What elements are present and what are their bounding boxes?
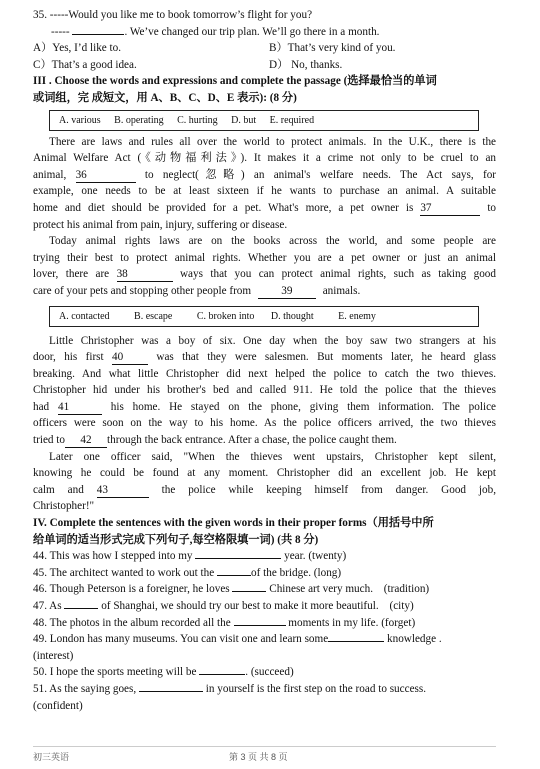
q49: 49. London has many museums. You can visit one and learn some knowledge . [33, 633, 442, 646]
q44-blank[interactable] [195, 558, 281, 559]
box2-option-d: D. thought [270, 310, 314, 322]
blank-37[interactable]: 37 [420, 202, 480, 216]
page-footer [33, 749, 496, 763]
q50-blank[interactable] [199, 674, 245, 675]
blank-42[interactable]: 42 [65, 434, 107, 448]
q48: 48. The photos in the album recorded all the moments in my life. (forget) [33, 616, 416, 629]
q51: 51. As the saying goes, in yourself is the first step on the road to success. [33, 682, 427, 695]
q35-options-row1 [33, 40, 496, 57]
q35-blank[interactable] [72, 34, 124, 35]
blank-36[interactable]: 36 [76, 169, 136, 183]
box2-option-c: C. broken into [196, 310, 255, 322]
q35-line2: ----- . We’ve changed our trip plan. We’ll go there in a month. [51, 25, 380, 38]
q35-option-b[interactable]: B）That’s very kind of you. [269, 42, 396, 55]
q49-hint: (interest) [33, 649, 74, 662]
q35-option-c[interactable]: C）That’s a good idea. [33, 58, 137, 71]
q51-hint: (confident) [33, 699, 83, 712]
q51-blank[interactable] [139, 691, 203, 692]
q48-blank[interactable] [234, 625, 286, 626]
box1-option-d: D. but [231, 114, 257, 126]
q46: 46. Though Peterson is a foreigner, he loves Chinese art very much. (tradition) [33, 583, 430, 596]
q47-blank[interactable] [64, 608, 98, 609]
passage-paragraph-1: There are laws and rules all over the world to protect animals. In the U.K., there is the Animal Welfare Act (《动物福利法》). It makes it a crime not only to be cruel to an animal, 36 to neglect(忽略) an animal's welfare needs. The Act says, for example, one needs to be at least sixteen if he wants to purchase an animal. A suitable home and diet should be provided for a pet. What's more, a pet owner is 37 to protect his animal from pain, injury, suffering or disease. [33, 135, 496, 231]
passage-paragraph-2: Today animal rights laws are on the books across the world, and some people are trying their best to protect animal rights. Whether you are a pet owner or just an animal lover, there are 38 ways that you can protect animal rights, such as taking good care of your pets and stopping other people from 39 animals. [33, 235, 496, 297]
box2-option-b: B. escape [134, 310, 173, 322]
footer-page-number: 第 3 页 共 8 页 [229, 752, 288, 762]
box1-option-c: C. hurting [177, 114, 218, 126]
word-box-1 [49, 110, 479, 131]
word-box-2 [49, 306, 479, 327]
exam-page [33, 7, 496, 714]
q47: 47. As of Shanghai, we should try our best to make it more beautiful. (city) [33, 600, 414, 612]
box1-option-a: A. various [59, 114, 101, 126]
q45: 45. The architect wanted to work out the of the bridge. (long) [33, 566, 342, 579]
section4-heading-line1: IV. Complete the sentences with the given words in their proper forms（用括号中所 [33, 517, 434, 530]
q35-option-a[interactable]: A）Yes, I’d like to. [33, 42, 122, 55]
section3-heading-line2: 或词组，完 成短文，用 A、B、C、D、E 表示): (8 分) [33, 91, 297, 104]
blank-41[interactable]: 41 [58, 401, 102, 415]
passage-paragraph-4: Later one officer said, "When the thieves went upstairs, Christopher kept silent, knowing he could be found at any moment. Christopher did an excellent job. He kept calm and 43 the police while keeping himself from danger. Good job, Christopher!" [33, 450, 496, 513]
q46-blank[interactable] [232, 591, 266, 592]
footer-subject: 初三英语 [33, 752, 70, 762]
q35-options-row2 [33, 57, 496, 74]
box2-option-a: A. contacted [59, 310, 110, 322]
q49-blank[interactable] [328, 641, 384, 642]
box1-option-e: E. required [269, 114, 315, 126]
footer-rule [33, 746, 496, 747]
q50: 50. I hope the sports meeting will be . (succeed) [33, 666, 294, 679]
q35-option-d[interactable]: D） No, thanks. [269, 58, 343, 71]
q45-blank[interactable] [217, 575, 251, 576]
passage-paragraph-3: Little Christopher was a boy of six. One day when the boy saw two strangers at his door, his first 40 was that they were salesmen. But moments later, he heard glass breaking. And what little Christopher did next helped the police to catch the two thieves. Christopher hid under his brother's bed and called 911. He told the police that the thieves had 41 his home. He stayed on the phone, giving them information. The police officers were soon on the way to his home. As the police officers arrived, the two thieves tried to 42 through the back entrance. After a chase, the police caught them. [33, 334, 496, 447]
section3-heading-line1: III . Choose the words and expressions and complete the passage (选择最恰当的单词 [33, 75, 437, 88]
blank-40[interactable]: 40 [112, 351, 148, 365]
box2-option-e: E. enemy [338, 310, 376, 322]
blank-43[interactable]: 43 [97, 484, 149, 498]
blank-38[interactable]: 38 [117, 268, 173, 282]
section4-heading-line2: 给单词的适当形式完成下列句子,每空格限填一词) (共 8 分) [33, 533, 319, 546]
q35-line1: 35. -----Would you like me to book tomorrow’s flight for you? [33, 9, 313, 21]
box1-option-b: B. operating [114, 114, 164, 126]
q44: 44. This was how I stepped into my year. (twenty) [33, 550, 347, 563]
blank-39[interactable]: 39 [258, 285, 316, 299]
